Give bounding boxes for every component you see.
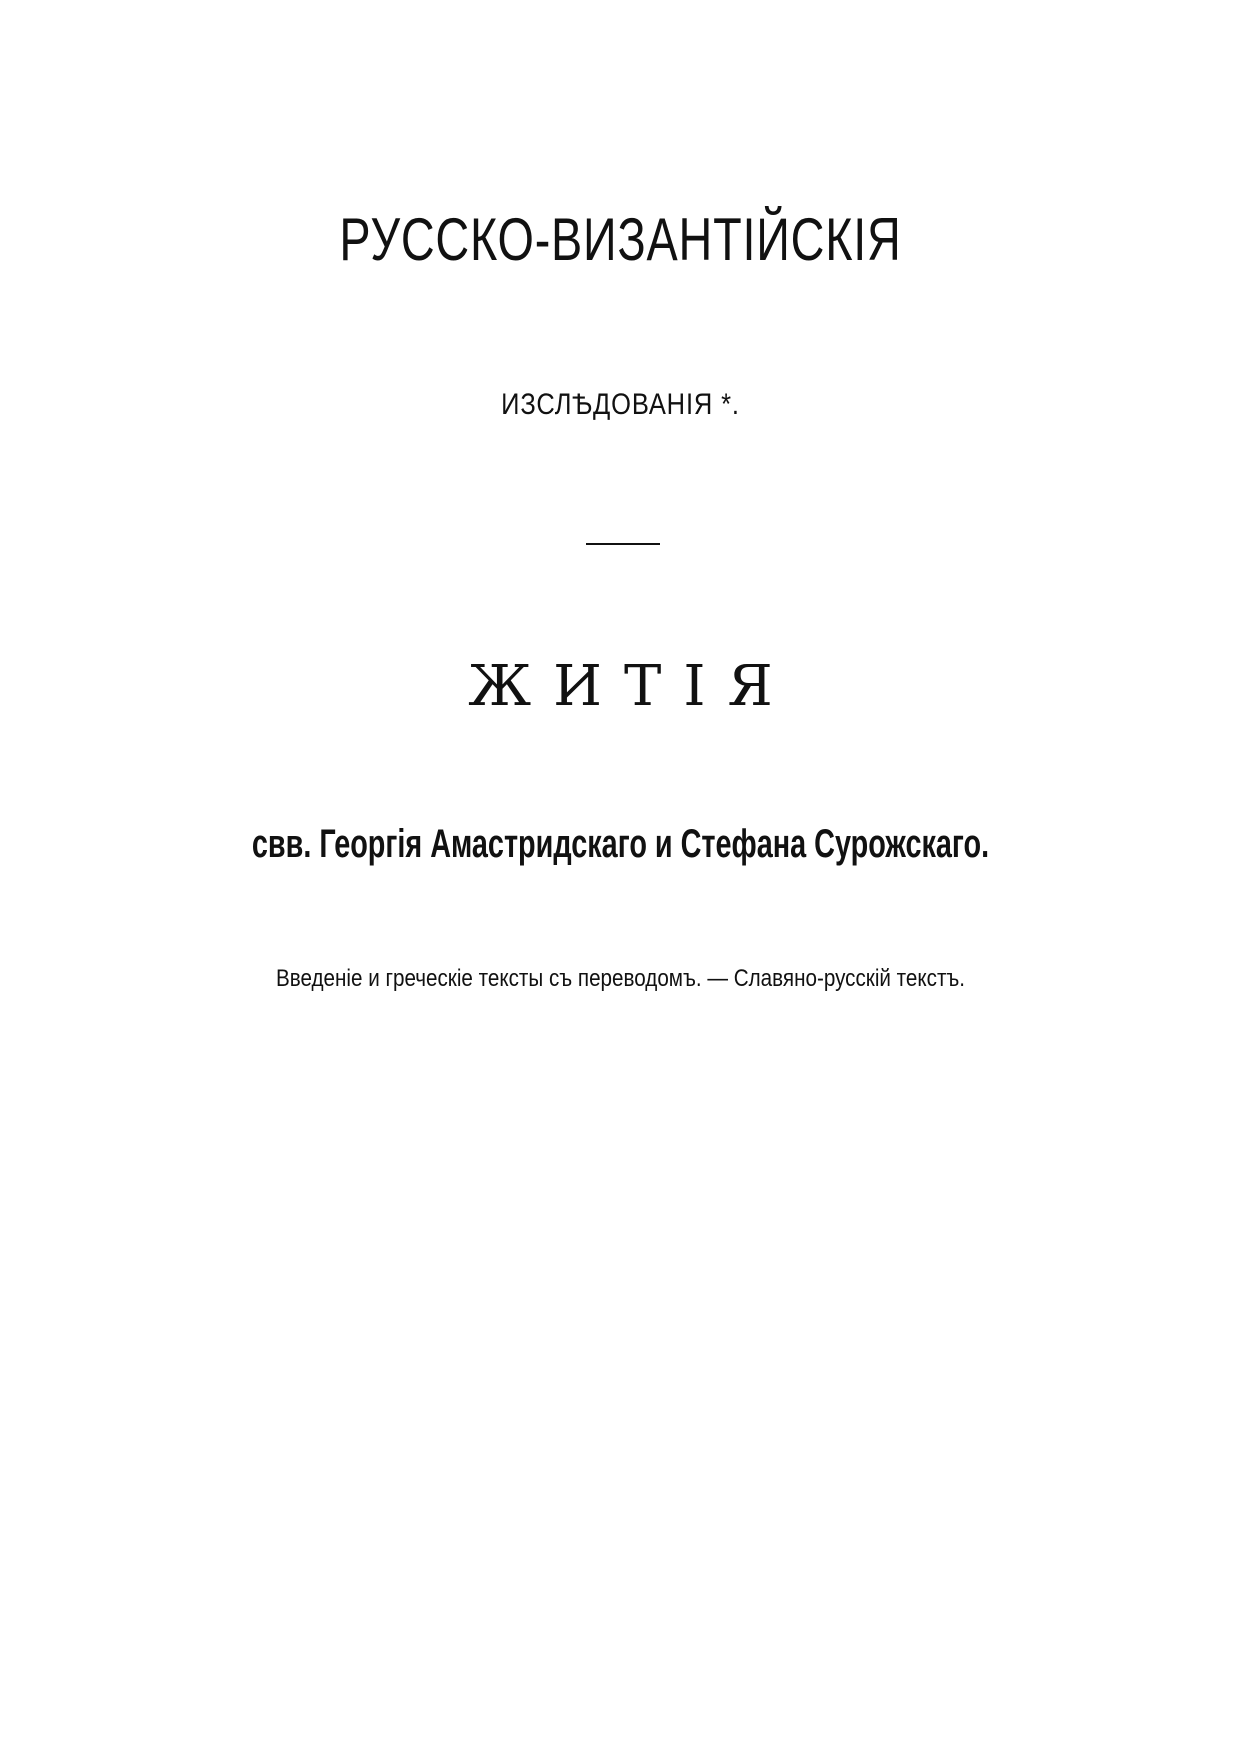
main-title: РУССКО-ВИЗАНТІЙСКІЯ — [339, 206, 902, 273]
section-title: ЖИТІЯ — [468, 654, 795, 719]
divider-rule — [586, 543, 660, 545]
subtitle: ИЗСЛѢДОВАНІЯ *. — [501, 388, 740, 421]
section-subtitle: свв. Георгія Амастридскаго и Стефана Сурожскаго. — [251, 822, 990, 866]
contents-line: Введеніе и греческіе тексты съ переводомъ. — Славяно-русскій текстъ. — [275, 965, 966, 992]
